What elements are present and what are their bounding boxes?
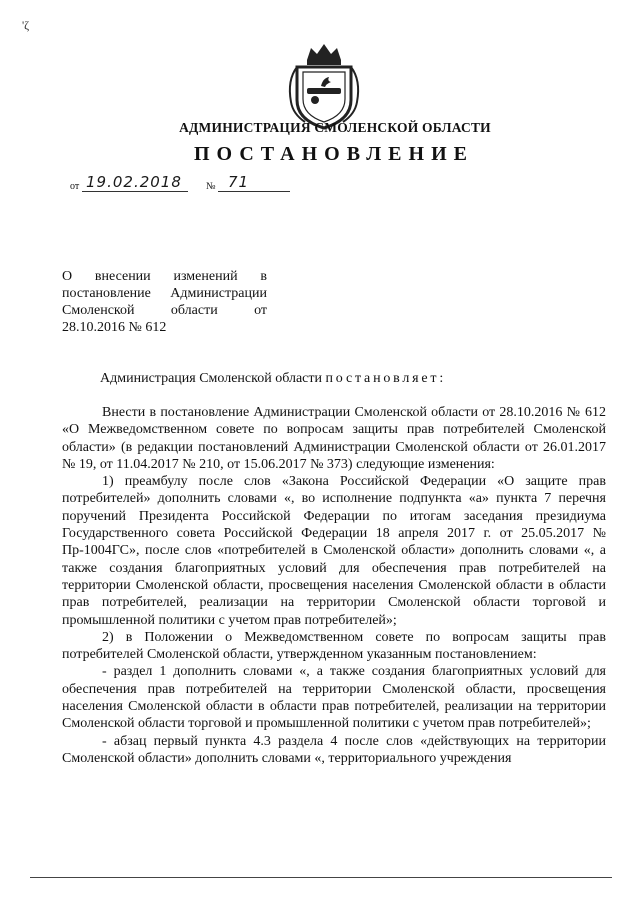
body-paragraph: - раздел 1 дополнить словами «, а также создания благоприятных условий для обеспечения прав потребителей на территории Смоленской области, просвещения населения Смоленской области в области прав потребителей, реализации на территории Смоленской области торговой и промышленной политики с учетом прав потребителей»; xyxy=(62,664,606,732)
body-paragraph: - абзац первый пункта 4.3 раздела 4 после слов «действующих на территории Смоленской области» дополнить словами «, территориального учреждения xyxy=(62,733,606,766)
body-paragraph: 1) преамбулу после слов «Закона Российской Федерации «О защите прав потребителей» дополнить словами «, во исполнение подпункта «а» пункта 7 перечня поручений Президента Российской Федерации по итогам заседания президиума Государственного совета Российской Федерации 18 апреля 2017 г. от 25.05.2017 № Пр-1004ГС», после слов «потребителей в Смоленской области» дополнить словами «, а также создания благоприятных условий для обеспечения прав потребителей на территории Смоленской области, просвещения населения Смоленской области в области прав потребителей, реализации на территории Смоленской области торговой и промышленной политики с учетом прав потребителей»; xyxy=(62,474,606,628)
lead-text: Администрация Смоленской области xyxy=(100,371,323,386)
date-from-label: от xyxy=(70,181,80,192)
subject-line: О внесении изменений в xyxy=(62,269,267,284)
body-paragraph: Внести в постановление Администрации Смоленской области от 28.10.2016 № 612 «О Межведомственном совете по вопросам защиты прав потребителей Смоленской области» (в редакции постановлений Администрации Смоленской области от 26.01.2017 № 19, от 11.04.2017 № 210, от 15.06.2017 № 373) следующие изменения: xyxy=(62,405,606,472)
smolensk-coat-of-arms-emblem xyxy=(283,40,365,132)
lead-decrees: постановляет: xyxy=(325,371,447,386)
date-value: 19.02.2018 xyxy=(86,173,182,191)
document-type-title: ПОСТАНОВЛЕНИЕ xyxy=(194,143,474,165)
document-body xyxy=(62,404,606,767)
body-paragraph: 2) в Положении о Межведомственном совете по вопросам защиты прав потребителей Смоленской области, утвержденном указанным постановлением: xyxy=(62,629,606,663)
subject-line: Смоленской области от xyxy=(62,303,267,318)
page-bottom-rule xyxy=(30,877,612,878)
date-number-line xyxy=(70,172,300,194)
resolution-lead xyxy=(100,371,446,387)
subject-line: 28.10.2016 № 612 xyxy=(62,320,167,335)
corner-mark: 'ζ xyxy=(22,18,30,32)
organization-title: АДМИНИСТРАЦИЯ СМОЛЕНСКОЙ ОБЛАСТИ xyxy=(179,120,491,135)
subject-line: постановление Администрации xyxy=(62,286,267,301)
number-value: 71 xyxy=(228,173,250,191)
document-subject xyxy=(62,268,267,336)
number-label: № xyxy=(206,181,216,192)
